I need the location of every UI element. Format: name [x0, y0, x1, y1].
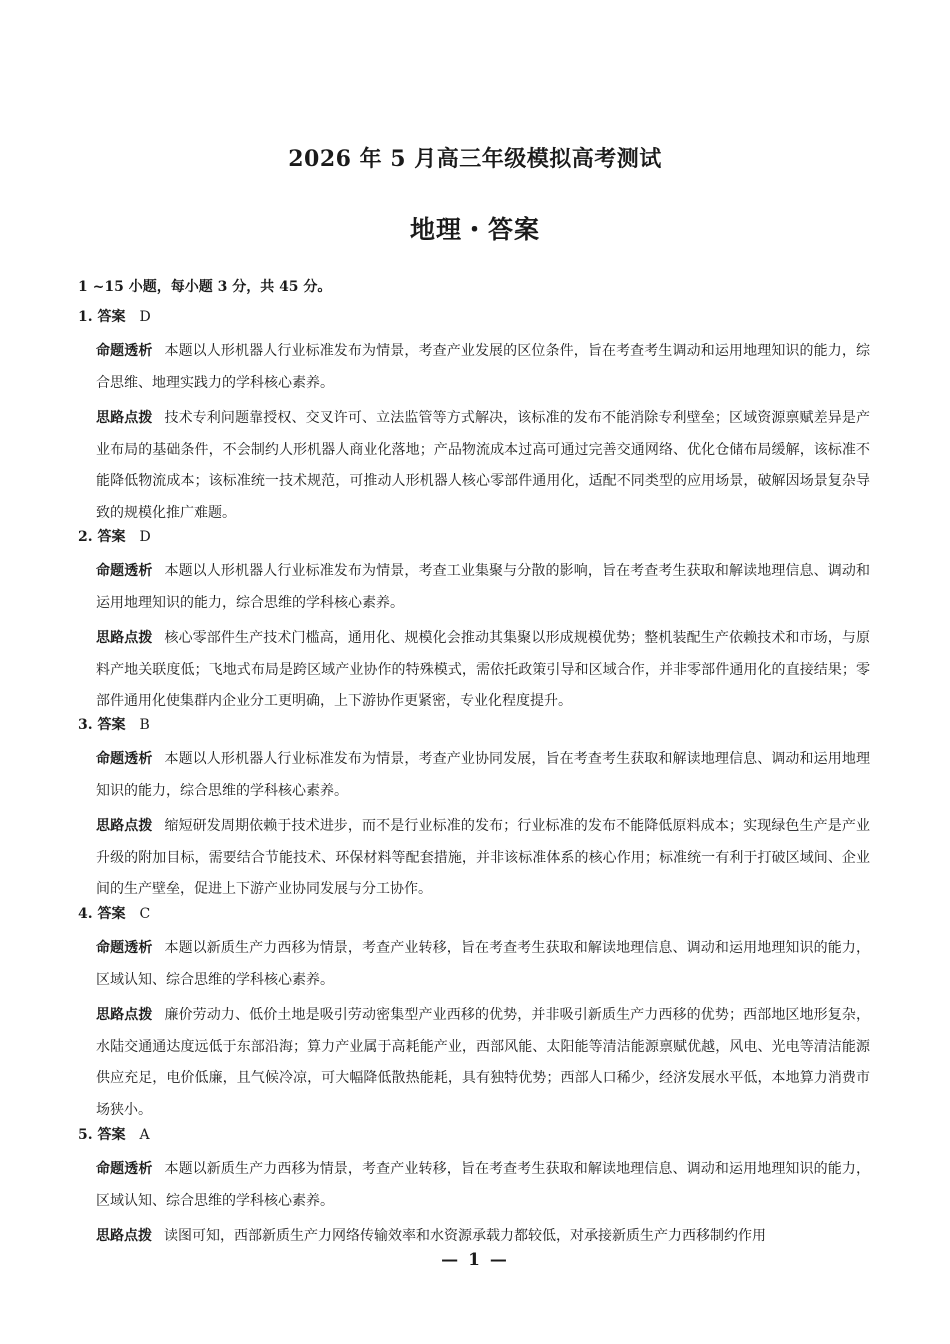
question-block: [78, 903, 870, 1126]
analysis-paragraph: [96, 336, 870, 399]
hint-label: 思路点拨: [96, 630, 153, 646]
hint-label: 思路点拨: [96, 818, 153, 834]
hint-label: 思路点拨: [96, 1228, 152, 1244]
analysis-label: 命题透析: [96, 940, 153, 956]
question-block: [78, 1124, 870, 1253]
analysis-label: 命题透析: [96, 751, 153, 767]
answer-line: [78, 526, 870, 548]
answer-line: [78, 903, 870, 925]
hint-text: 读图可知，西部新质生产力网络传输效率和水资源承载力都较低，对承接新质生产力西移制约作用: [164, 1228, 766, 1244]
scoring-intro: 1 ~15 小题，每小题 3 分，共 45 分。: [78, 279, 332, 295]
question-number: 4. 答案: [78, 906, 126, 922]
question-block: [78, 306, 870, 529]
hint-paragraph: [96, 811, 870, 906]
analysis-text: 本题以人形机器人行业标准发布为情景，考查产业发展的区位条件，旨在考查考生调动和运用地理知识的能力，综合思维、地理实践力的学科核心素养。: [96, 343, 870, 391]
answer-line: [78, 714, 870, 736]
subject-title: 地理・答案: [409, 215, 540, 244]
hint-paragraph: [96, 623, 870, 718]
analysis-paragraph: [96, 1154, 870, 1217]
analysis-text: 本题以人形机器人行业标准发布为情景，考查产业协同发展，旨在考查考生获取和解读地理信息、调动和运用地理知识的能力，综合思维的学科核心素养。: [96, 751, 870, 799]
analysis-paragraph: [96, 744, 870, 807]
question-block: [78, 526, 870, 718]
hint-text: 技术专利问题靠授权、交叉许可、立法监管等方式解决，该标准的发布不能消除专利壁垒；区域资源禀赋差异是产业布局的基础条件，不会制约人形机器人商业化落地；产品物流成本过高可通过完善交通网络、优化仓储布局缓解，该标准不能降低物流成本；该标准统一技术规范，可推动人形机器人核心零部件通用化，适配不同类型的应用场景，破解因场景复杂导致的规模化推广难题。: [96, 410, 870, 521]
hint-label: 思路点拨: [96, 1007, 153, 1023]
answer-letter: A: [139, 1127, 150, 1143]
question-number: 1. 答案: [78, 309, 126, 325]
answer-letter: C: [139, 906, 151, 922]
answer-letter: B: [139, 717, 150, 733]
hint-paragraph: [96, 403, 870, 529]
analysis-text: 本题以新质生产力西移为情景，考查产业转移，旨在考查考生获取和解读地理信息、调动和运用地理知识的能力，区域认知、综合思维的学科核心素养。: [96, 1161, 870, 1209]
analysis-paragraph: [96, 933, 870, 996]
question-number: 2. 答案: [78, 529, 126, 545]
hint-text: 廉价劳动力、低价土地是吸引劳动密集型产业西移的优势，并非吸引新质生产力西移的优势；西部地区地形复杂，水陆交通通达度远低于东部沿海；算力产业属于高耗能产业，西部风能、太阳能等清洁能源禀赋优越，风电、光电等清洁能源供应充足，电价低廉，且气候冷凉，可大幅降低散热能耗，具有独特优势；西部人口稀少，经济发展水平低，本地算力消费市场狭小。: [96, 1007, 870, 1118]
hint-paragraph: [96, 1000, 870, 1126]
analysis-paragraph: [96, 556, 870, 619]
analysis-label: 命题透析: [96, 343, 153, 359]
answer-line: [78, 1124, 870, 1146]
hint-label: 思路点拨: [96, 410, 153, 426]
analysis-text: 本题以新质生产力西移为情景，考查产业转移，旨在考查考生获取和解读地理信息、调动和运用地理知识的能力，区域认知、综合思维的学科核心素养。: [96, 940, 870, 988]
hint-paragraph: [96, 1221, 870, 1253]
hint-text: 缩短研发周期依赖于技术进步，而不是行业标准的发布；行业标准的发布不能降低原料成本；实现绿色生产是产业升级的附加目标，需要结合节能技术、环保材料等配套措施，并非该标准体系的核心作用；标准统一有利于打破区域间、企业间的生产壁垒，促进上下游产业协同发展与分工协作。: [96, 818, 870, 897]
answer-line: [78, 306, 870, 328]
answer-letter: D: [139, 309, 151, 325]
analysis-label: 命题透析: [96, 1161, 153, 1177]
answer-letter: D: [139, 529, 151, 545]
page-number: — 1 —: [441, 1250, 509, 1270]
hint-text: 核心零部件生产技术门槛高，通用化、规模化会推动其集聚以形成规模优势；整机装配生产依赖技术和市场，与原料产地关联度低；飞地式布局是跨区域产业协作的特殊模式，需依托政策引导和区域合作，并非零部件通用化的直接结果；零部件通用化使集群内企业分工更明确，上下游协作更紧密，专业化程度提升。: [96, 630, 870, 709]
question-number: 5. 答案: [78, 1127, 126, 1143]
question-number: 3. 答案: [78, 717, 126, 733]
exam-title: 2026 年 5 月高三年级模拟高考测试: [288, 146, 662, 172]
analysis-text: 本题以人形机器人行业标准发布为情景，考查工业集聚与分散的影响，旨在考查考生获取和解读地理信息、调动和运用地理知识的能力，综合思维的学科核心素养。: [96, 563, 870, 611]
question-block: [78, 714, 870, 906]
analysis-label: 命题透析: [96, 563, 153, 579]
